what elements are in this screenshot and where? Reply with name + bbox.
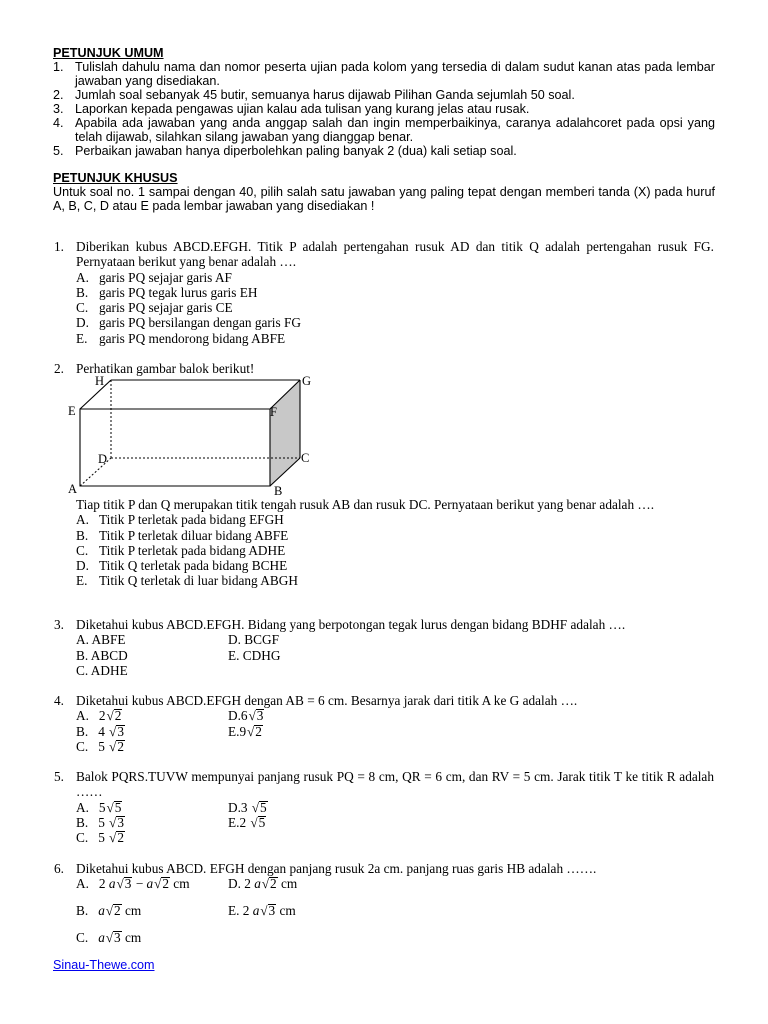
question-text: 1. Diberikan kubus ABCD.EFGH. Titik P adalah pertengahan rusuk AD dan titik Q adalah pertengahan rusuk FG. Pernyataan berikut yang benar adalah …. xyxy=(54,239,714,270)
option[interactable]: E. Titik Q terletak di luar bidang ABGH xyxy=(76,573,298,589)
question-5 xyxy=(54,769,714,845)
option-c[interactable]: C. 5 √2 xyxy=(76,738,124,754)
question-4 xyxy=(54,693,714,754)
general-item: 3. Laporkan kepada pengawas ujian kalau ada tulisan yang kurang jelas atau rusak. xyxy=(53,102,530,116)
question-text: 6. Diketahui kubus ABCD. EFGH dengan panjang rusuk 2a cm. panjang ruas garis HB adalah ……. xyxy=(54,861,597,876)
option-c[interactable]: C. a√3 cm xyxy=(76,930,142,946)
general-item: 4. Apabila ada jawaban yang anda anggap salah dan ingin memperbaikinya, caranya adalahcoret pada opsi yang telah dijawab, silahkan silang jawaban yang dianggap benar. xyxy=(53,116,715,144)
option-d[interactable]: D.3 √5 xyxy=(228,799,267,815)
option-row xyxy=(54,648,714,663)
option-e[interactable]: E.2 √5 xyxy=(228,814,266,830)
option-b[interactable]: B. 5 √3 xyxy=(76,814,124,830)
question-3 xyxy=(54,617,714,678)
vertex-label-c: C xyxy=(301,451,310,465)
question-6 xyxy=(54,861,714,946)
option-row xyxy=(54,632,714,647)
option-row xyxy=(54,724,714,739)
option[interactable]: B. Titik P terletak diluar bidang ABFE xyxy=(76,527,289,543)
vertex-label-f: F xyxy=(270,405,277,419)
option-a[interactable]: A. 2√2 xyxy=(76,708,122,724)
special-text: Untuk soal no. 1 sampai dengan 40, pilih salah satu jawaban yang paling tepat dengan memberi tanda (X) pada huruf A, B, C, D atau E pada lembar jawaban yang disediakan ! xyxy=(53,185,715,213)
option[interactable]: B. garis PQ tegak lurus garis EH xyxy=(76,284,258,300)
special-instructions xyxy=(53,171,715,213)
option[interactable]: A. garis PQ sejajar garis AF xyxy=(76,269,232,285)
option[interactable]: C. garis PQ sejajar garis CE xyxy=(76,300,233,316)
option-d[interactable]: D.6√3 xyxy=(228,708,264,724)
option[interactable]: A. Titik P terletak pada bidang EFGH xyxy=(76,512,284,528)
question-1 xyxy=(54,239,714,346)
option-a[interactable]: A. ABFE xyxy=(76,632,126,648)
question-text: 5. Balok PQRS.TUVW mempunyai panjang rusuk PQ = 8 cm, QR = 6 cm, dan RV = 5 cm. Jarak titik T ke titik R adalah …… xyxy=(54,769,714,800)
general-item: 2. Jumlah soal sebanyak 45 butir, semuanya harus dijawab Pilihan Ganda sejumlah 50 soal. xyxy=(53,88,575,102)
shaded-face-bcgf xyxy=(270,380,300,486)
option-d[interactable]: D. 2 a√2 cm xyxy=(228,876,298,892)
question-text: Tiap titik P dan Q merupakan titik tengah rusuk AB dan rusuk DC. Pernyataan berikut yang benar adalah …. xyxy=(76,497,655,512)
general-item: 5. Perbaikan jawaban hanya diperbolehkan paling banyak 2 (dua) kali setiap soal. xyxy=(53,144,517,158)
footer-link[interactable]: Sinau-Thewe.com xyxy=(53,958,155,972)
option-a[interactable]: A. 2 a√3 − a√2 cm xyxy=(76,876,190,892)
option-c[interactable]: C. ADHE xyxy=(76,662,128,678)
vertex-label-d: D xyxy=(98,452,108,466)
vertex-label-h: H xyxy=(95,374,105,388)
option-a[interactable]: A. 5√5 xyxy=(76,799,122,815)
vertex-label-a: A xyxy=(68,482,78,496)
option-b[interactable]: B. ABCD xyxy=(76,647,128,663)
option-row xyxy=(54,708,714,723)
option-e[interactable]: E. CDHG xyxy=(228,647,281,663)
general-item: 1. Tulislah dahulu nama dan nomor peserta ujian pada kolom yang tersedia di dalam sudut kanan atas pada lembar jawaban yang disediakan. xyxy=(53,60,715,88)
front-face-abfe xyxy=(80,409,270,486)
option-row xyxy=(54,800,714,815)
option[interactable]: E. garis PQ mendorong bidang ABFE xyxy=(76,330,286,346)
option-row xyxy=(54,930,714,945)
option-e[interactable]: E. 2 a√3 cm xyxy=(228,903,296,919)
question-text: 3. Diketahui kubus ABCD.EFGH. Bidang yang berpotongan tegak lurus dengan bidang BDHF adalah …. xyxy=(54,617,626,632)
option-row xyxy=(54,876,714,903)
option-row xyxy=(54,830,714,845)
vertex-label-g: G xyxy=(302,374,312,388)
cuboid-diagram xyxy=(60,372,330,498)
option-row xyxy=(54,903,714,930)
option-e[interactable]: E.9√2 xyxy=(228,723,262,739)
special-heading: PETUNJUK KHUSUS xyxy=(53,171,178,185)
general-instructions xyxy=(53,46,715,158)
vertex-label-b: B xyxy=(274,484,283,498)
vertex-label-e: E xyxy=(68,404,76,418)
option-row xyxy=(54,663,714,678)
option-row xyxy=(54,739,714,754)
question-2-continued xyxy=(54,497,714,589)
question-text: 2. Perhatikan gambar balok berikut! xyxy=(54,361,255,376)
option-d[interactable]: D. BCGF xyxy=(228,632,279,648)
option-b[interactable]: B. 4 √3 xyxy=(76,723,124,739)
option[interactable]: D. Titik Q terletak pada bidang BCHE xyxy=(76,558,288,574)
general-heading: PETUNJUK UMUM xyxy=(53,46,164,60)
option-row xyxy=(54,815,714,830)
option-b[interactable]: B. a√2 cm xyxy=(76,903,142,919)
question-text: 4. Diketahui kubus ABCD.EFGH dengan AB = 6 cm. Besarnya jarak dari titik A ke G adalah …. xyxy=(54,693,578,708)
option[interactable]: D. garis PQ bersilangan dengan garis FG xyxy=(76,315,301,331)
option-c[interactable]: C. 5 √2 xyxy=(76,830,124,846)
option[interactable]: C. Titik P terletak pada bidang ADHE xyxy=(76,542,286,558)
